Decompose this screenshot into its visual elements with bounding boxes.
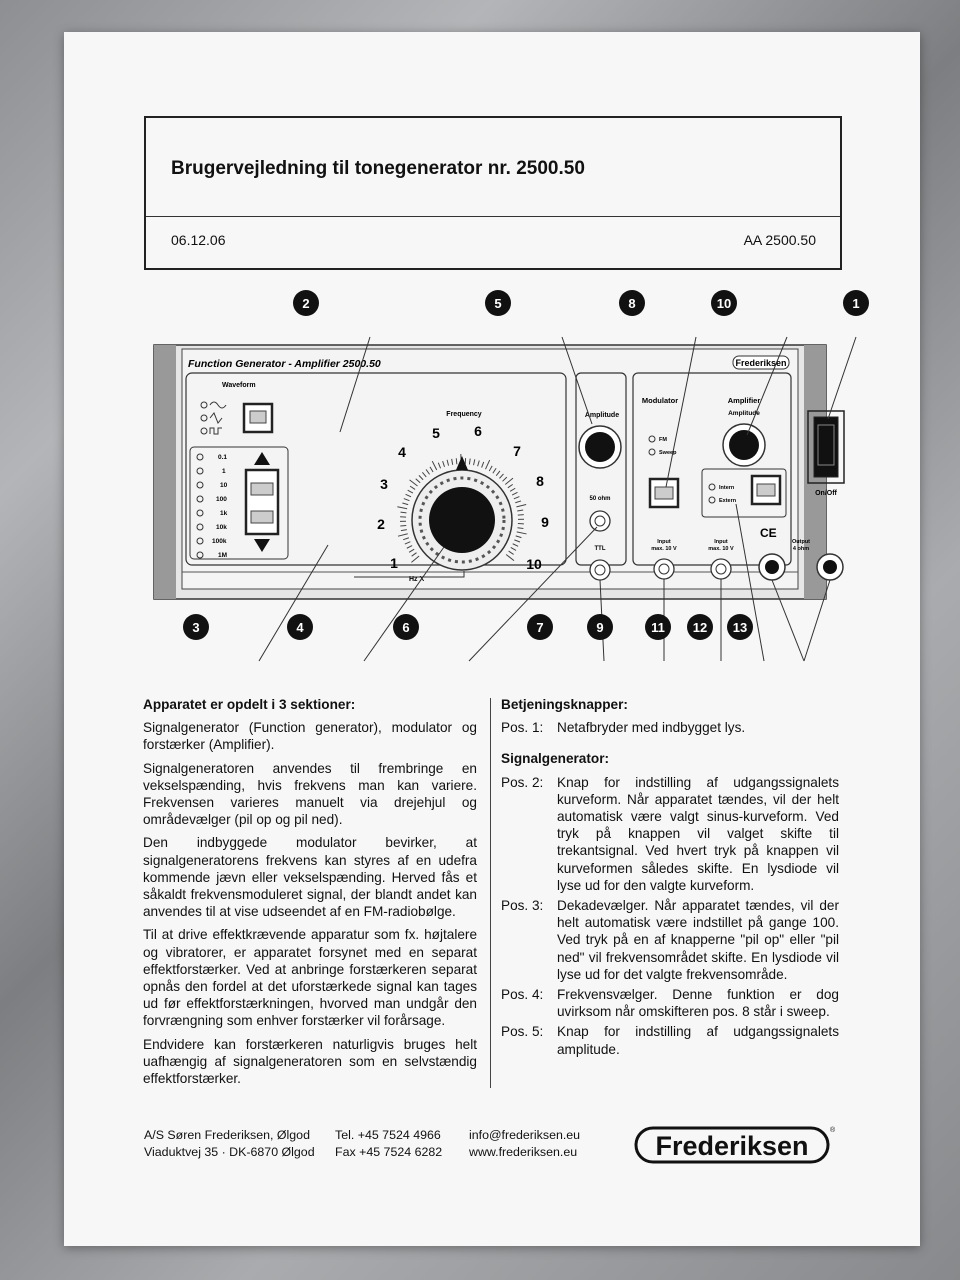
output-ohm: 4 ohm: [792, 546, 810, 552]
pos-item: [501, 1023, 839, 1057]
dial-number: 2: [377, 516, 385, 532]
range-label: 100k: [212, 538, 227, 545]
callout-1: [843, 290, 869, 316]
footer-phone: [335, 1127, 442, 1161]
column-divider: [490, 698, 491, 1088]
pos-text: Netafbryder med indbygget lys.: [557, 720, 746, 736]
extern-label: Extern: [719, 498, 737, 504]
panel-title: Function Generator - Amplifier 2500.50: [188, 358, 381, 370]
panel-brand: Frederiksen: [735, 358, 787, 368]
ohm50-label: 50 ohm: [589, 496, 611, 502]
callout-8: [619, 290, 645, 316]
callout-number: 10: [716, 296, 732, 311]
title-box: [144, 116, 842, 270]
svg-text:®: ®: [830, 1127, 836, 1134]
range-label: 0.1: [218, 454, 228, 461]
callout-3: [183, 614, 209, 640]
dial-number: 9: [541, 514, 549, 530]
callout-number: 3: [192, 620, 200, 635]
callout-9: [587, 614, 613, 640]
doc-date: 06.12.06: [171, 232, 226, 248]
pos-text: Frekvensvælger. Denne funktion er dog uvirksom når omskifteren pos. 8 står i sweep.: [557, 987, 839, 1020]
dial-number: 6: [474, 423, 482, 439]
dial-number: 4: [398, 444, 406, 460]
callout-markers: [144, 287, 860, 647]
callout-number: 5: [494, 296, 502, 311]
left-heading: Apparatet er opdelt i 3 sektioner:: [143, 697, 356, 712]
amplifier-label: Amplifier: [727, 396, 761, 405]
pos-item: [501, 774, 839, 894]
logo-text: Frederiksen: [655, 1131, 809, 1161]
company-name: A/S Søren Frederiksen, Ølgod: [144, 1128, 310, 1142]
page-title: Brugervejledning til tonegenerator nr. 2500.50: [171, 158, 585, 179]
dial-number: 3: [380, 476, 388, 492]
left-paragraph: Endvidere kan forstærkeren naturligvis bruges helt uafhængig af signalgeneratoren som en selvstændig effektforstærker.: [143, 1036, 477, 1087]
range-label: 1k: [220, 510, 228, 517]
callout-number: 7: [536, 620, 544, 635]
footer-address: [144, 1127, 315, 1161]
footer-web: [469, 1127, 580, 1161]
callout-number: 11: [651, 620, 665, 635]
range-label: 100: [216, 496, 227, 503]
callout-2: [293, 290, 319, 316]
signal-generator-heading: Signalgenerator:: [501, 751, 610, 767]
ce-mark: CE: [760, 526, 777, 540]
output-label: Output: [791, 539, 811, 545]
range-label: 1M: [218, 552, 228, 559]
left-column: [143, 696, 477, 1093]
pos-label: Pos. 1:: [501, 720, 544, 736]
callout-12: [687, 614, 713, 640]
pos-label: Pos. 3:: [501, 898, 544, 914]
callout-5: [485, 290, 511, 316]
callout-number: 8: [628, 296, 636, 311]
dial-number: 5: [432, 425, 440, 441]
callout-10: [711, 290, 737, 316]
range-label: 10: [220, 482, 228, 489]
frequency-label: Frequency: [446, 411, 482, 418]
callout-number: 9: [596, 620, 604, 635]
input1-label: Input: [657, 539, 671, 545]
pos-item: [501, 719, 839, 736]
input2-label: Input: [714, 539, 728, 545]
callout-number: 1: [852, 296, 860, 311]
email-link[interactable]: info@frederiksen.eu: [469, 1128, 581, 1142]
callout-6: [393, 614, 419, 640]
amplitude-label: Amplitude: [584, 412, 620, 419]
left-paragraph: Til at drive effektkrævende apparatur som fx. højtalere og vibratorer, er apparatet forsynet med en separat effektforstærker. Ved at anbringe forstærkeren separat opnås den fordel at det uforstærkede signal kan tages ud før effektforstærkningen, hvorved man undgår den forvrængning som enhver forstærker vil forårsage.: [143, 927, 477, 1029]
fax: Fax +45 7524 6282: [335, 1145, 443, 1159]
right-column: [501, 696, 839, 1061]
pos-label: Pos. 4:: [501, 987, 544, 1003]
dial-number: 10: [526, 556, 542, 572]
title-divider: [146, 216, 840, 217]
street-address: Viaduktvej 35 · DK-6870 Ølgod: [144, 1145, 315, 1159]
website-link[interactable]: www.frederiksen.eu: [469, 1145, 578, 1159]
left-paragraph: Den indbyggede modulator bevirker, at signalgeneratorens frekvens kan styres af en udefra kommende jævn eller vekselspænding. Herved fås et såkaldt frekvensmoduleret signal, der blandt andet kan anvendes til at vise udseendet af en FM-radiobølge.: [143, 835, 477, 920]
pos-item: [501, 897, 839, 983]
callout-number: 13: [732, 620, 748, 635]
pos-text: Knap for indstilling af udgangssignalets kurveform. Når apparatet tændes, vil der helt automatisk være valgt sinus-kurveform. Ved tryk på knappen vil valget skifte til trekantsignal. Ved hvert tryk på knappen vil kurveformen således skifte. En lysdiode vil lyse ud for den valgte kurveform.: [557, 774, 839, 893]
dial-number: 1: [390, 555, 398, 571]
input2-max: max. 10 V: [708, 546, 734, 552]
range-label: 10k: [216, 524, 227, 531]
dial-number: 8: [536, 473, 544, 489]
fm-label: FM: [659, 437, 667, 443]
doc-number: AA 2500.50: [743, 232, 816, 248]
pos-text: Knap for indstilling af udgangssignalets amplitude.: [557, 1024, 839, 1057]
waveform-label: Waveform: [222, 382, 256, 389]
onoff-label: On/Off: [815, 490, 837, 497]
pos-text: Dekadevælger. Når apparatet tændes, vil der helt automatisk være indstillet på gange 100. Ved tryk på en af knapperne "pil op" eller "pil ned" vil frekvensområdet skifte. En lysdiode vil lyse ud for det valgte frekvensområde.: [557, 898, 839, 982]
ttl-label: TTL: [594, 546, 606, 552]
modulator-label: Modulator: [641, 396, 679, 405]
callout-number: 2: [302, 296, 310, 311]
sweep-label: Sweep: [659, 450, 677, 456]
input1-max: max. 10 V: [651, 546, 677, 552]
callout-4: [287, 614, 313, 640]
callout-number: 4: [296, 620, 304, 635]
hz-multiplier: Hz X: [409, 576, 425, 583]
dial-number: 7: [513, 443, 521, 459]
intern-label: Intern: [719, 485, 735, 491]
range-label: 1: [222, 468, 226, 475]
callout-13: [727, 614, 753, 640]
callout-11: [645, 614, 671, 640]
pos-item: [501, 986, 839, 1020]
telephone: Tel. +45 7524 4966: [335, 1128, 441, 1142]
frederiksen-logo: [634, 1124, 834, 1166]
pos-label: Pos. 2:: [501, 774, 544, 790]
callout-number: 12: [692, 620, 708, 635]
pos-label: Pos. 5:: [501, 1024, 544, 1040]
controls-heading: Betjeningsknapper:: [501, 697, 628, 712]
callout-7: [527, 614, 553, 640]
left-paragraph: Signalgenerator (Function generator), modulator og forstærker (Amplifier).: [143, 720, 477, 753]
left-paragraph: Signalgeneratoren anvendes til frembringe en vekselspænding, hvis frekvens man kan variere. Frekvensen varieres manuelt via drejehjul og områdevælger (pil op og pil ned).: [143, 760, 477, 828]
amp-amplitude-label: Amplitude: [728, 410, 760, 417]
callout-number: 6: [402, 620, 410, 635]
